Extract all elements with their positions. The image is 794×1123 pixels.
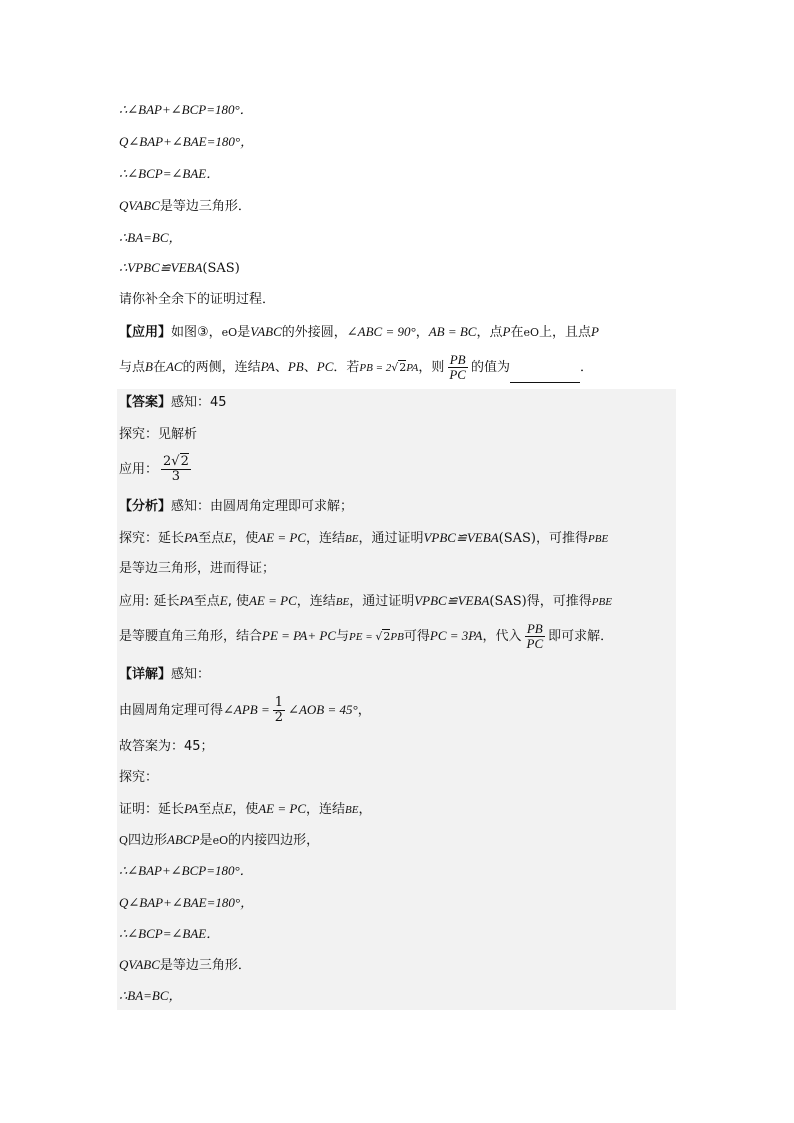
detail-line: 证明：延长PA至点E，使AE = PC，连结BE，	[119, 801, 372, 817]
analysis-line: 应用: 延长PA至点E, 使AE = PC，连结BE，通过证明VPBC≌VEBA(SAS)得，可推得PBE	[119, 593, 612, 609]
text-line: ∴BA=BC，	[119, 230, 182, 245]
analysis-line: 【分析】感知：由圆周角定理即可求解；	[119, 499, 354, 514]
fraction: $\frac{2√2}{3}$	[163, 454, 189, 484]
text-line: QVABC是等边三角形．	[119, 198, 251, 214]
detail-line: 故答案为：45；	[119, 739, 214, 754]
analysis-line: 是等腰直角三角形，结合PE = PA+ PC与PE = √2PB可得PC = 3PA，代入 $\frac{PB}{PC}$ 即可求解．	[119, 618, 613, 655]
fraction: $\frac{PB}{PC}$	[449, 352, 466, 382]
text-line: ∴∠BCP=∠BAE．	[119, 166, 220, 181]
answer-blank[interactable]	[510, 368, 580, 383]
application-line-1: 【应用】如图③，eO是VABC的外接圆，∠ABC = 90°，AB = BC，点P在eO上，且点P	[119, 324, 599, 340]
analysis-line: 是等边三角形，进而得证；	[119, 561, 276, 576]
detail-line: ∴∠BCP=∠BAE．	[119, 926, 220, 941]
answer-line: 应用： $\frac{2√2}{3}$	[119, 454, 189, 484]
answer-line: 探究：见解析	[119, 427, 198, 442]
detail-line: 【详解】感知：	[119, 667, 211, 682]
fraction: $\frac{1}{2}$	[274, 695, 284, 725]
fraction: $\frac{PB}{PC}$	[526, 621, 544, 651]
detail-line: Q四边形ABCP是eO的内接四边形，	[119, 832, 320, 848]
detail-line: ∴∠BAP+∠BCP=180°．	[119, 863, 253, 878]
sqrt-symbol: √2	[171, 454, 189, 469]
detail-line: Q∠BAP+∠BAE=180°，	[119, 895, 254, 910]
detail-line: 探究：	[119, 770, 159, 785]
text-line: 请你补全余下的证明过程．	[119, 292, 276, 307]
detail-line: QVABC是等边三角形．	[119, 957, 251, 973]
text-line: ∴∠BAP+∠BCP=180°．	[119, 102, 253, 117]
sqrt-symbol: √2	[391, 361, 407, 374]
text-line: ∴VPBC≌VEBA(SAS)	[119, 260, 240, 276]
detail-line: 由圆周角定理可得∠APB = $\frac{1}{2}$ ∠AOB = 45°，	[119, 695, 371, 725]
sqrt-symbol: √2	[375, 630, 391, 643]
analysis-line: 探究：延长PA至点E，使AE = PC，连结BE，通过证明VPBC≌VEBA(SAS)，可推得PBE	[119, 530, 609, 546]
application-line-2: 与点B在AC的两侧，连结PA、PB、PC．若PB = 2√2PA，则 $\frac{PB}{PC}$ 的值为 ．	[119, 352, 593, 382]
text-line: Q∠BAP+∠BAE=180°，	[119, 134, 254, 149]
detail-line: ∴BA=BC，	[119, 988, 182, 1003]
answer-line: 【答案】感知：45	[119, 395, 227, 410]
